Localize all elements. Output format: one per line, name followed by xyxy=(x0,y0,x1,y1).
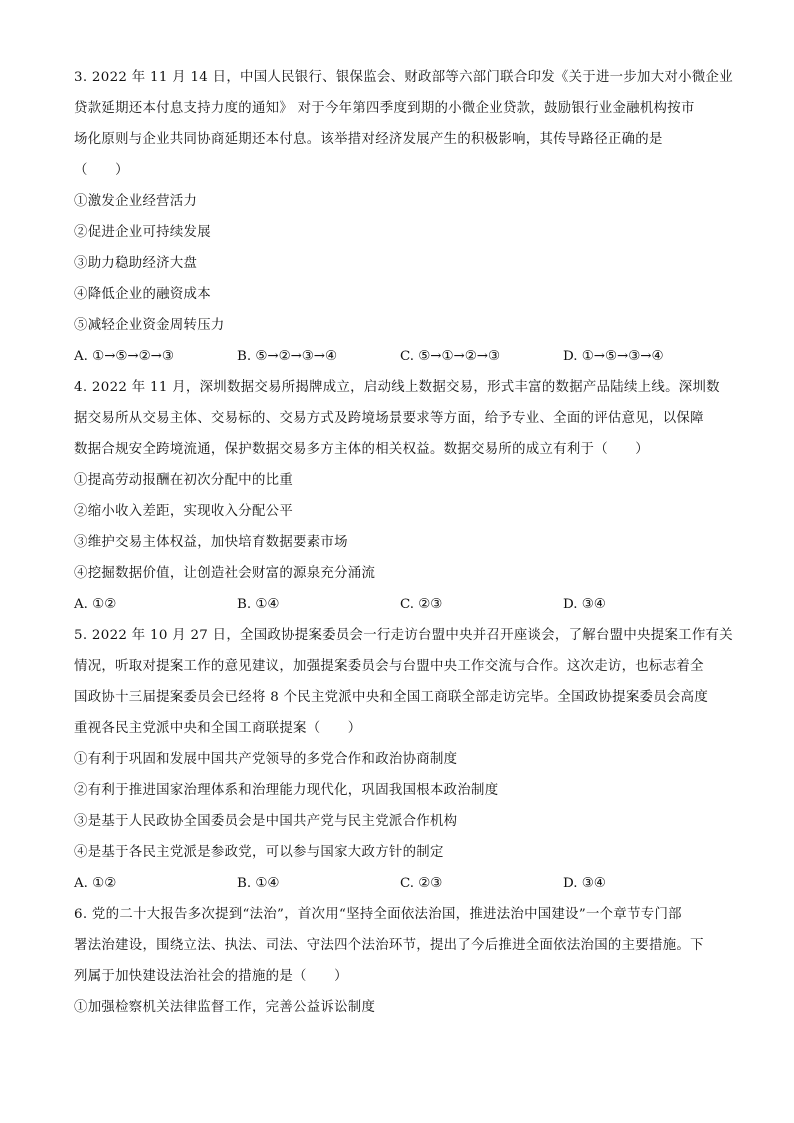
option-a[interactable]: A. ①② xyxy=(74,597,117,612)
question-5 xyxy=(74,620,733,899)
option-a[interactable]: A. ①② xyxy=(74,876,117,891)
option-b[interactable]: B. ①④ xyxy=(237,876,280,891)
question-stem-line: 4. 2022 年 11 月，深圳数据交易所揭牌成立，启动线上数据交易，形式丰富的数据产品陆续上线。深圳数 xyxy=(74,380,720,395)
answer-options xyxy=(74,341,726,372)
statement-item: ②有利于推进国家治理体系和治理能力现代化，巩固我国根本政治制度 xyxy=(74,783,499,798)
statement-item: ②缩小收入差距，实现收入分配公平 xyxy=(74,504,294,519)
statement-item: ③是基于人民政协全国委员会是中国共产党与民主党派合作机构 xyxy=(74,814,458,829)
question-6 xyxy=(74,899,726,1023)
question-stem-line: 情况，听取对提案工作的意见建议，加强提案委员会与台盟中央工作交流与合作。这次走访，也标志着全 xyxy=(74,659,704,674)
question-stem-line: 5. 2022 年 10 月 27 日，全国政协提案委员会一行走访台盟中央并召开座谈会，了解台盟中央提案工作有关 xyxy=(74,628,733,643)
option-d[interactable]: D. ③④ xyxy=(563,597,606,612)
option-c[interactable]: C. ②③ xyxy=(400,876,443,891)
statement-item: ①激发企业经营活力 xyxy=(74,194,198,209)
question-3 xyxy=(74,62,733,372)
statement-item: ④降低企业的融资成本 xyxy=(74,287,211,302)
question-stem-line: 据交易所从交易主体、交易标的、交易方式及跨境场景要求等方面，给予专业、全面的评估意见，以保障 xyxy=(74,411,704,426)
statement-item: ③助力稳助经济大盘 xyxy=(74,256,198,271)
question-stem-line: 列属于加快建设法治社会的措施的是（ ） xyxy=(74,969,348,984)
exam-page xyxy=(74,62,733,1023)
question-4 xyxy=(74,372,726,620)
statement-item: ④是基于各民主党派是参政党，可以参与国家大政方针的制定 xyxy=(74,845,444,860)
statement-item: ①加强检察机关法律监督工作，完善公益诉讼制度 xyxy=(74,1000,376,1015)
question-stem-line: 重视各民主党派中央和全国工商联提案（ ） xyxy=(74,721,362,736)
statement-item: ③维护交易主体权益，加快培育数据要素市场 xyxy=(74,535,348,550)
question-stem-line: 3. 2022 年 11 月 14 日，中国人民银行、银保监会、财政部等六部门联合印发《关于进一步加大对小微企业 xyxy=(74,70,733,85)
option-d[interactable]: D. ③④ xyxy=(563,876,606,891)
option-b[interactable]: B. ①④ xyxy=(237,597,280,612)
statement-item: ①有利于巩固和发展中国共产党领导的多党合作和政治协商制度 xyxy=(74,752,458,767)
question-stem-line: 场化原则与企业共同协商延期还本付息。该举措对经济发展产生的积极影响，其传导路径正确的是 xyxy=(74,132,663,147)
statement-item: ②促进企业可持续发展 xyxy=(74,225,211,240)
option-a[interactable]: A. ①→⑤→②→③ xyxy=(74,349,174,364)
question-stem-line: 6. 党的二十大报告多次提到“法治”，首次用“坚持全面依法治国，推进法治中国建设”一个章节专门部 xyxy=(74,907,682,922)
answer-options xyxy=(74,589,726,620)
option-b[interactable]: B. ⑤→②→③→④ xyxy=(237,349,338,364)
answer-options xyxy=(74,868,726,899)
option-c[interactable]: C. ②③ xyxy=(400,597,443,612)
question-stem-line: 贷款延期还本付息支持力度的通知》 对于今年第四季度到期的小微企业贷款，鼓励银行业金融机构按市 xyxy=(74,101,695,116)
question-stem-line: 国政协十三届提案委员会已经将 8 个民主党派中央和全国工商联全部走访完毕。全国政协提案委员会高度 xyxy=(74,690,709,705)
statement-item: ④挖掘数据价值，让创造社会财富的源泉充分涌流 xyxy=(74,566,376,581)
statement-item: ⑤减轻企业资金周转压力 xyxy=(74,318,225,333)
option-c[interactable]: C. ⑤→①→②→③ xyxy=(400,349,500,364)
statement-item: ①提高劳动报酬在初次分配中的比重 xyxy=(74,473,294,488)
question-stem-line: 署法治建设，围绕立法、执法、司法、守法四个法治环节，提出了今后推进全面依法治国的主要措施。下 xyxy=(74,938,704,953)
option-d[interactable]: D. ①→⑤→③→④ xyxy=(563,349,664,364)
question-stem-line: （ ） xyxy=(74,163,129,178)
question-stem-line: 数据合规安全跨境流通，保护数据交易多方主体的相关权益。数据交易所的成立有利于（ ） xyxy=(74,442,650,457)
